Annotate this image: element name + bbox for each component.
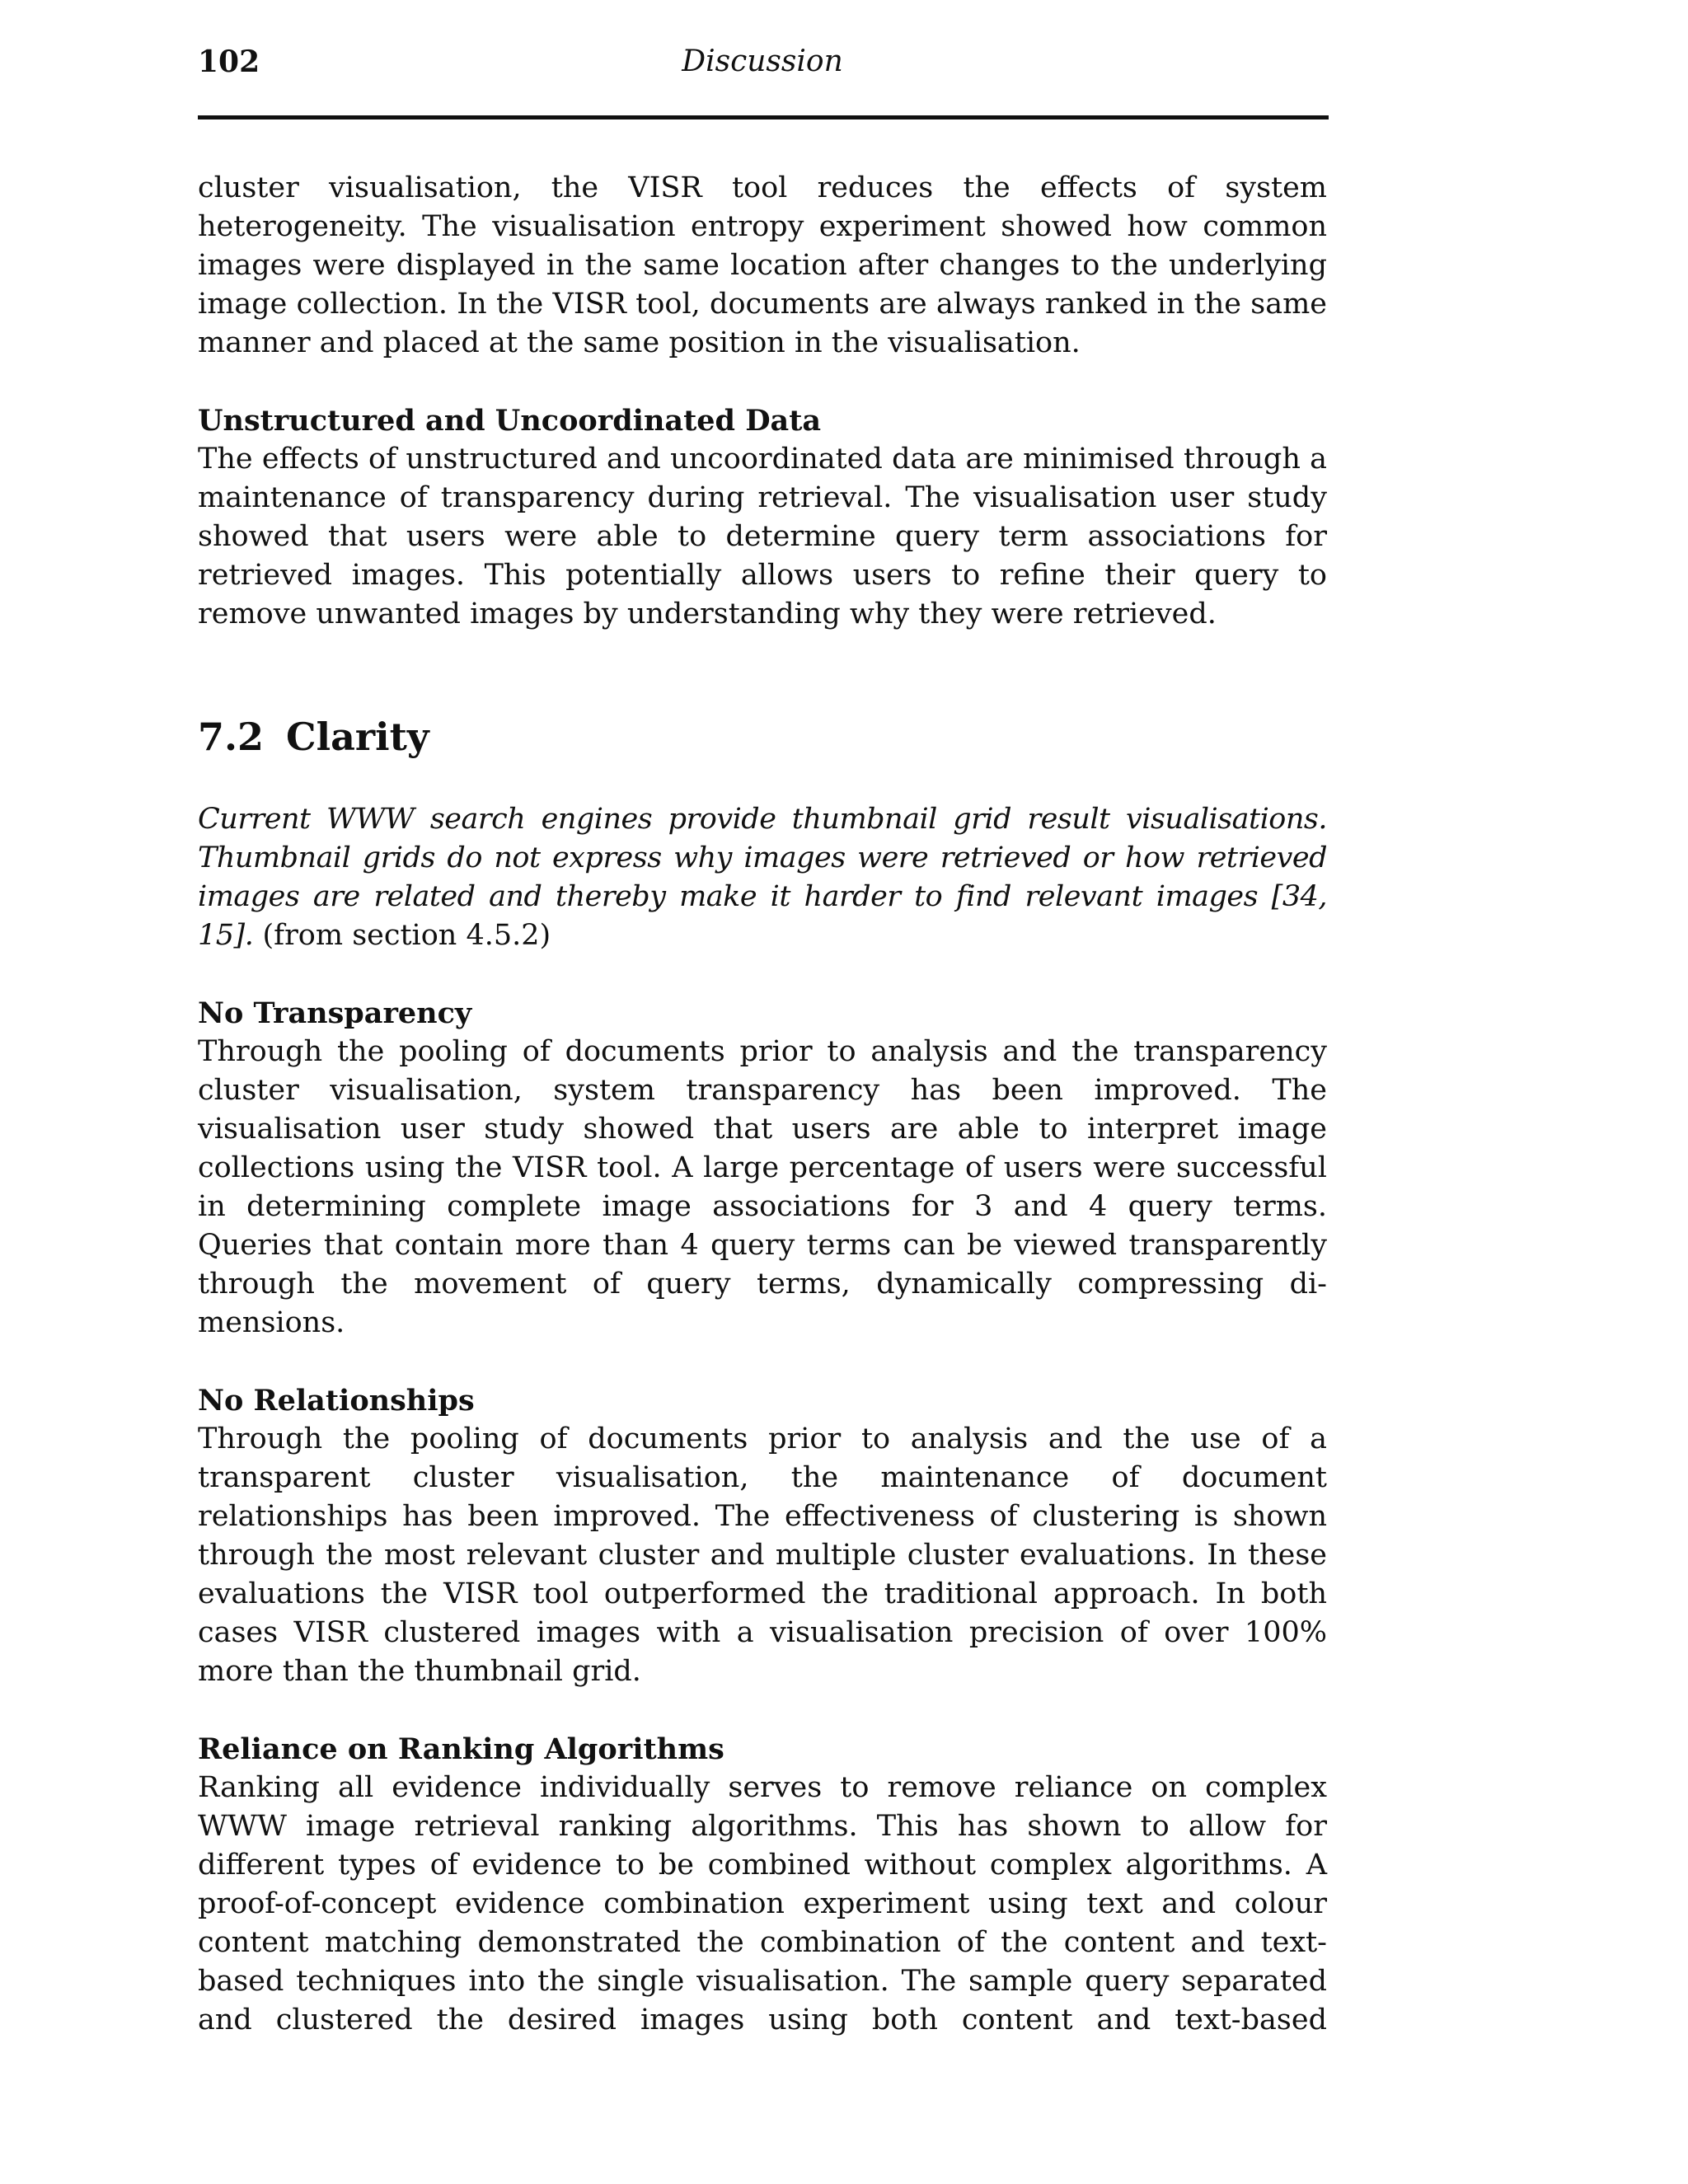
problem-statement-source: (from section 4.5.2) [262,919,551,952]
subsection-heading: No Relationships [198,1384,475,1418]
running-head [198,41,1327,82]
page-body [198,169,1327,2040]
section-number: 7.2 [198,715,265,759]
problem-statement [198,800,1327,955]
intro-paragraph: cluster visualisation, the VISR tool reduces the effects of system heterogeneity. The visualisation entropy experiment showed how common images were displayed in the same location after changes to the underlying image collection. In the VISR tool, documents are always ranked in the same manner and placed at the same position in the visualisation. [198,171,1327,359]
section-heading [198,712,1327,762]
no-relationships-subsection [198,1381,1327,1691]
header-rule [198,115,1329,120]
subsection-heading: Reliance on Ranking Algorithms [198,1732,724,1766]
unstructured-subsection [198,401,1327,634]
subsection-text: Through the pooling of documents prior to analysis and the transparency cluster visualisation, system transparency has been improved. The visualisation user study showed that users are able to interpret image collections using the VISR tool. A large percentage of users were successful in determining complete image associations for 3 and 4 query terms. Queries that contain more than 4 query terms can be viewed transparently through the movement of query terms, dynamically compressing dimensions. [198,1035,1327,1339]
no-transparency-subsection [198,994,1327,1343]
subsection-heading: Unstructured and Uncoordinated Data [198,404,822,438]
subsection-text: Through the pooling of documents prior to analysis and the use of a transparent cluster visualisation, the maintenance of document relationships has been improved. The effectiveness of clustering is shown through the most relevant cluster and multiple cluster evaluations. In these evaluations the VISR tool outperformed the traditional approach. In both cases VISR clustered images with a visualisation precision of over 100% more than the thumbnail grid. [198,1422,1327,1688]
section-title: Clarity [286,715,429,759]
reliance-ranking-subsection [198,1730,1327,2040]
page [198,41,1327,2040]
subsection-text: Ranking all evidence individually serves to remove reliance on complex WWW image retrieval ranking algorithms. This has shown to allow for different types of evidence to be combined without complex algorithms. A proof-of-concept evidence combination experiment using text and colour content matching demonstrated the combination of the content and text-based techniques into the single visualisation. The sample query separated and clustered the desired images using both content and text-based [198,1771,1327,2036]
running-title: Discussion [682,45,843,78]
subsection-heading: No Transparency [198,996,472,1030]
problem-statement-quote: Current WWW search engines provide thumbnail grid result visualisations. Thumbnail grids do not express why images were retrieved or how retrieved images are related and thereby make it harder to find relevant images [34, 15]. [198,803,1327,952]
page-number: 102 [198,45,260,79]
subsection-text: The effects of unstructured and uncoordinated data are minimised through a maintenance of transparency during retrieval. The visualisation user study showed that users were able to determine query term associations for retrieved images. This potentially allows users to refine their query to remove unwanted images by understanding why they were retrieved. [198,443,1327,630]
